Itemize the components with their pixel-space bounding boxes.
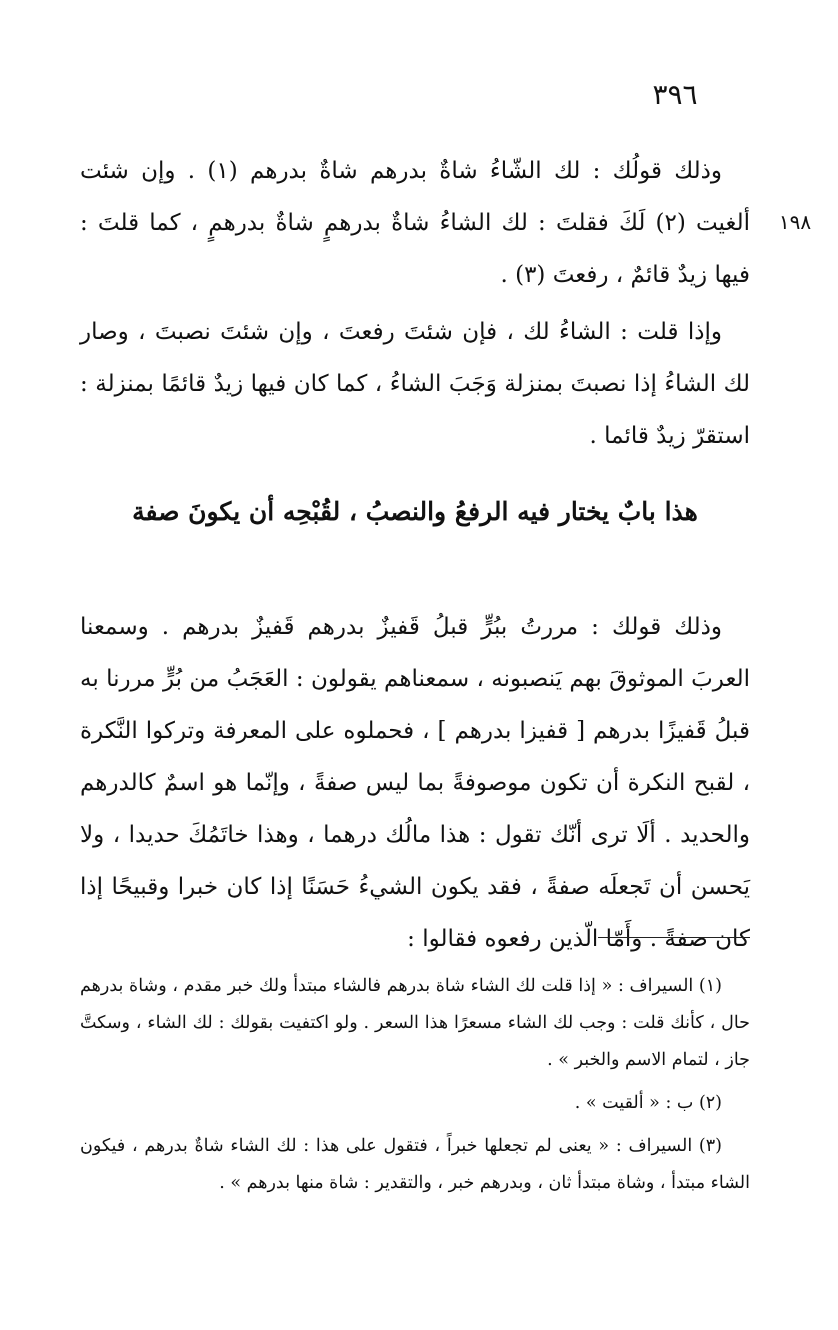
footnotes	[80, 968, 750, 1208]
body-paragraph-2	[80, 306, 750, 462]
page-number: ٣٩٦	[652, 78, 698, 111]
body-paragraph-1	[80, 145, 750, 301]
footnote-separator	[598, 937, 750, 938]
paragraph-text: وذلك قولُك : لك الشّاءُ شاةٌ بدرهم شاةٌ بدرهم (١) . وإن شئت ألغيت (٢) لَكَ فقلتَ : لك الشاءُ شاةٌ بدرهمٍ شاةٌ بدرهمٍ ، كما قلتَ : فيها زيدٌ قائمٌ ، رفعتَ (٣) .	[80, 158, 750, 288]
footnote-1: (١) السيراف : « إذا قلت لك الشاء شاة بدرهم فالشاء مبتدأ ولك خبر مقدم ، وشاة بدرهم حال ، كأنك قلت : وجب لك الشاء مسعرًا هذا السعر . ولو اكتفيت بقولك : لك الشاء ، وسكتَّ جاز ، لتمام الاسم والخبر » .	[80, 976, 750, 1070]
footnote-2: (٢) ب : « ألقيت » .	[574, 1093, 722, 1113]
paragraph-text: وذلك قولك : مررتُ ببُرٍّ قبلُ قَفيزٌ بدرهم قَفيزٌ بدرهم . وسمعنا العربَ الموثوقَ بهم يَنصبونه ، سمعناهم يقولون : العَجَبُ من بُرٍّ مررنا به قبلُ قَفيزًا بدرهم [ قفيزا بدرهم ] ، فحملوه على المعرفة وتركوا النَّكرة ، لقبح النكرة أن تكون موصوفةً بما ليس صفةً ، وإنّما هو اسمٌ كالدرهم والحديد . ألَا ترى أنّك تقول : هذا مالُك درهما ، وهذا خاتَمُكَ حديدا ، ولا يَحسن أن تَجعلَه صفةً ، فقد يكون الشيءُ حَسَنًا إذا كان خبرا وقبيحًا إذا كان صفةً . وأَمّا الّذين رفعوه فقالوا :	[80, 614, 750, 952]
paragraph-text: وإذا قلت : الشاءُ لك ، فإن شئتَ رفعتَ ، وإن شئتَ نصبتَ ، وصار لك الشاءُ إذا نصبتَ بمنزلة وَجَبَ الشاءُ ، كما كان فيها زيدٌ قائمًا بمنزلة : استقرّ زيدٌ قائما .	[80, 319, 750, 449]
footnote-3: (٣) السيراف : « يعنى لم تجعلها خبراً ، فتقول على هذا : لك الشاء شاةٌ بدرهم ، فيكون الشاء مبتدأ ، وشاة مبتدأ ثان ، وبدرهم خبر ، والتقدير : شاة منها بدرهم » .	[80, 1136, 750, 1193]
margin-reference-number: ١٩٨	[778, 210, 812, 234]
body-paragraph-3	[80, 601, 750, 965]
section-heading: هذا بابٌ يختار فيه الرفعُ والنصبُ ، لقُبْحِه أن يكونَ صفة	[132, 497, 698, 526]
